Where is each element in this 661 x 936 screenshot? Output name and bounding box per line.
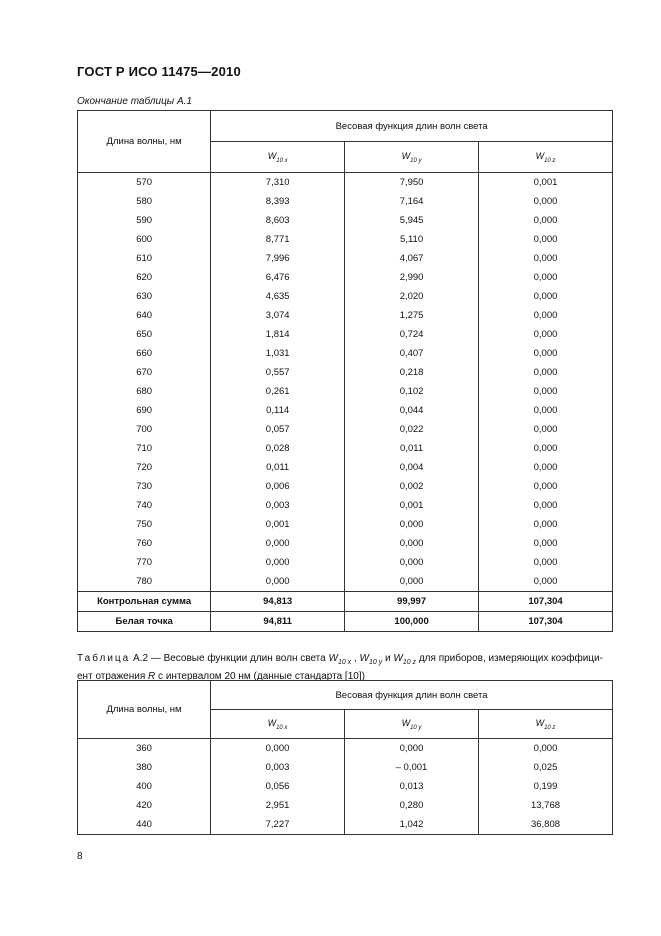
cell-w10y: 0,013 <box>345 777 479 796</box>
cell-w10y: 1,275 <box>345 306 479 325</box>
table-a2-caption: Таблица А.2 — Весовые функции длин волн света $W_{10 x}$ , $W_{10 y}$ и $W_{10 z}$ для приборов, измеряющих коэффици-ент отражения R с интервалом 20 нм (данные стандарта [10]) <box>77 653 603 682</box>
cell-wavelength: 590 <box>78 211 211 230</box>
cell-w10y: 1,042 <box>345 815 479 835</box>
cell-w10z: 0,000 <box>479 268 613 287</box>
cell-w10z: 0,000 <box>479 230 613 249</box>
table-row <box>78 268 613 287</box>
cell-w10x: 0,000 <box>211 534 345 553</box>
cell-w10z: 0,000 <box>479 572 613 592</box>
cell-wavelength: 720 <box>78 458 211 477</box>
table-row <box>78 758 613 777</box>
cell-w10z: 0,000 <box>479 439 613 458</box>
cell-wavelength: 700 <box>78 420 211 439</box>
cell-w10y: 0,022 <box>345 420 479 439</box>
cell-w10x: 8,603 <box>211 211 345 230</box>
cell-w10y: 0,724 <box>345 325 479 344</box>
cell-w10z: 0,000 <box>479 344 613 363</box>
w10x-column-header: $W_{10 x}$ <box>211 142 345 173</box>
cell-w10x: 0,000 <box>211 572 345 592</box>
cell-w10x: 6,476 <box>211 268 345 287</box>
cell-wavelength: 650 <box>78 325 211 344</box>
cell-w10x: 0,114 <box>211 401 345 420</box>
cell-w10x: 0,011 <box>211 458 345 477</box>
cell-w10x: 0,557 <box>211 363 345 382</box>
cell-wavelength: 680 <box>78 382 211 401</box>
cell-wavelength: 670 <box>78 363 211 382</box>
cell-w10x: 2,951 <box>211 796 345 815</box>
cell-w10z: 0,000 <box>479 553 613 572</box>
cell-w10z: 0,000 <box>479 325 613 344</box>
cell-wavelength: 760 <box>78 534 211 553</box>
cell-w10y: 0,000 <box>345 572 479 592</box>
weighting-table-a1 <box>77 110 613 632</box>
cell-w10y: 0,001 <box>345 496 479 515</box>
table-row <box>78 515 613 534</box>
table-row <box>78 287 613 306</box>
cell-w10x: 0,003 <box>211 758 345 777</box>
cell-w10y: 0,407 <box>345 344 479 363</box>
cell-w10y: 0,000 <box>345 553 479 572</box>
checksum-row <box>78 592 613 612</box>
weighting-function-group-header: Весовая функция длин волн света <box>211 681 613 710</box>
page-number: 8 <box>77 851 83 862</box>
cell-w10y: 7,950 <box>345 173 479 193</box>
cell-w10y: 7,164 <box>345 192 479 211</box>
white-point-x: 94,811 <box>211 612 345 632</box>
cell-wavelength: 380 <box>78 758 211 777</box>
weighting-function-group-header: Весовая функция длин волн света <box>211 111 613 142</box>
cell-w10x: 3,074 <box>211 306 345 325</box>
cell-w10x: 7,227 <box>211 815 345 835</box>
table-row <box>78 739 613 759</box>
cell-w10x: 0,056 <box>211 777 345 796</box>
table-row <box>78 306 613 325</box>
cell-w10x: 0,261 <box>211 382 345 401</box>
table-row <box>78 363 613 382</box>
cell-w10x: 8,393 <box>211 192 345 211</box>
cell-w10z: 0,199 <box>478 777 612 796</box>
cell-w10z: 0,000 <box>479 458 613 477</box>
table-row <box>78 230 613 249</box>
cell-w10z: 0,000 <box>479 496 613 515</box>
table-row <box>78 777 613 796</box>
cell-w10z: 0,000 <box>479 192 613 211</box>
cell-wavelength: 620 <box>78 268 211 287</box>
cell-wavelength: 730 <box>78 477 211 496</box>
cell-w10y: 0,044 <box>345 401 479 420</box>
document-header: ГОСТ Р ИСО 11475—2010 <box>77 64 241 79</box>
cell-wavelength: 580 <box>78 192 211 211</box>
cell-w10x: 0,001 <box>211 515 345 534</box>
cell-w10x: 0,006 <box>211 477 345 496</box>
checksum-z: 107,304 <box>479 592 613 612</box>
cell-wavelength: 610 <box>78 249 211 268</box>
w10y-column-header: $W_{10 y}$ <box>345 710 479 739</box>
cell-w10y: 0,011 <box>345 439 479 458</box>
w10z-column-header: $W_{10 z}$ <box>479 142 613 173</box>
cell-w10x: 0,000 <box>211 739 345 759</box>
table-row <box>78 553 613 572</box>
cell-wavelength: 780 <box>78 572 211 592</box>
cell-wavelength: 420 <box>78 796 211 815</box>
cell-w10z: 0,000 <box>478 739 612 759</box>
cell-wavelength: 640 <box>78 306 211 325</box>
cell-w10y: 0,280 <box>345 796 479 815</box>
cell-wavelength: 690 <box>78 401 211 420</box>
cell-wavelength: 360 <box>78 739 211 759</box>
cell-wavelength: 710 <box>78 439 211 458</box>
cell-w10x: 0,057 <box>211 420 345 439</box>
checksum-x: 94,813 <box>211 592 345 612</box>
table-row <box>78 211 613 230</box>
table-row <box>78 249 613 268</box>
w10z-column-header: $W_{10 z}$ <box>478 710 612 739</box>
cell-w10z: 0,000 <box>479 211 613 230</box>
table-row <box>78 420 613 439</box>
cell-wavelength: 770 <box>78 553 211 572</box>
cell-w10x: 0,000 <box>211 553 345 572</box>
table-row <box>78 534 613 553</box>
cell-wavelength: 400 <box>78 777 211 796</box>
cell-wavelength: 570 <box>78 173 211 193</box>
w10y-column-header: $W_{10 y}$ <box>345 142 479 173</box>
cell-w10z: 0,000 <box>479 515 613 534</box>
cell-w10z: 0,000 <box>479 249 613 268</box>
cell-w10y: 0,002 <box>345 477 479 496</box>
cell-w10z: 0,000 <box>479 306 613 325</box>
cell-w10z: 0,000 <box>479 477 613 496</box>
cell-w10x: 4,635 <box>211 287 345 306</box>
cell-w10z: 0,000 <box>479 420 613 439</box>
cell-w10x: 0,028 <box>211 439 345 458</box>
cell-w10y: 5,945 <box>345 211 479 230</box>
table-row <box>78 325 613 344</box>
cell-w10y: 0,102 <box>345 382 479 401</box>
cell-w10z: 0,000 <box>479 401 613 420</box>
w10x-column-header: $W_{10 x}$ <box>211 710 345 739</box>
cell-w10x: 1,814 <box>211 325 345 344</box>
cell-w10z: 36,808 <box>478 815 612 835</box>
table-row <box>78 192 613 211</box>
cell-w10y: 0,000 <box>345 515 479 534</box>
table-row <box>78 815 613 835</box>
table-row <box>78 382 613 401</box>
table-row <box>78 796 613 815</box>
table-row <box>78 496 613 515</box>
cell-w10x: 0,003 <box>211 496 345 515</box>
cell-wavelength: 600 <box>78 230 211 249</box>
checksum-y: 99,997 <box>345 592 479 612</box>
cell-w10x: 8,771 <box>211 230 345 249</box>
cell-w10y: 2,020 <box>345 287 479 306</box>
cell-w10z: 0,025 <box>478 758 612 777</box>
cell-w10z: 0,000 <box>479 287 613 306</box>
cell-wavelength: 440 <box>78 815 211 835</box>
cell-w10z: 0,000 <box>479 534 613 553</box>
cell-w10y: 0,004 <box>345 458 479 477</box>
wavelength-column-header: Длина волны, нм <box>78 111 211 173</box>
table-row <box>78 439 613 458</box>
cell-w10y: 4,067 <box>345 249 479 268</box>
cell-w10z: 0,000 <box>479 382 613 401</box>
white-point-z: 107,304 <box>479 612 613 632</box>
white-point-y: 100,000 <box>345 612 479 632</box>
cell-w10x: 1,031 <box>211 344 345 363</box>
cell-w10x: 7,310 <box>211 173 345 193</box>
white-point-label: Белая точка <box>78 612 211 632</box>
table-row <box>78 458 613 477</box>
weighting-table-a2 <box>77 680 613 835</box>
cell-wavelength: 660 <box>78 344 211 363</box>
cell-w10y: 0,000 <box>345 739 479 759</box>
cell-w10y: 2,990 <box>345 268 479 287</box>
cell-w10x: 7,996 <box>211 249 345 268</box>
cell-wavelength: 630 <box>78 287 211 306</box>
cell-w10y: – 0,001 <box>345 758 479 777</box>
cell-wavelength: 750 <box>78 515 211 534</box>
cell-w10z: 0,000 <box>479 363 613 382</box>
table-row <box>78 173 613 193</box>
table-continuation-caption: Окончание таблицы А.1 <box>77 96 192 107</box>
cell-w10y: 0,218 <box>345 363 479 382</box>
white-point-row <box>78 612 613 632</box>
table-row <box>78 572 613 592</box>
cell-w10z: 13,768 <box>478 796 612 815</box>
cell-w10z: 0,001 <box>479 173 613 193</box>
table-row <box>78 477 613 496</box>
table-row <box>78 344 613 363</box>
checksum-label: Контрольная сумма <box>78 592 211 612</box>
cell-w10y: 5,110 <box>345 230 479 249</box>
cell-w10y: 0,000 <box>345 534 479 553</box>
wavelength-column-header: Длина волны, нм <box>78 681 211 739</box>
cell-wavelength: 740 <box>78 496 211 515</box>
table-row <box>78 401 613 420</box>
